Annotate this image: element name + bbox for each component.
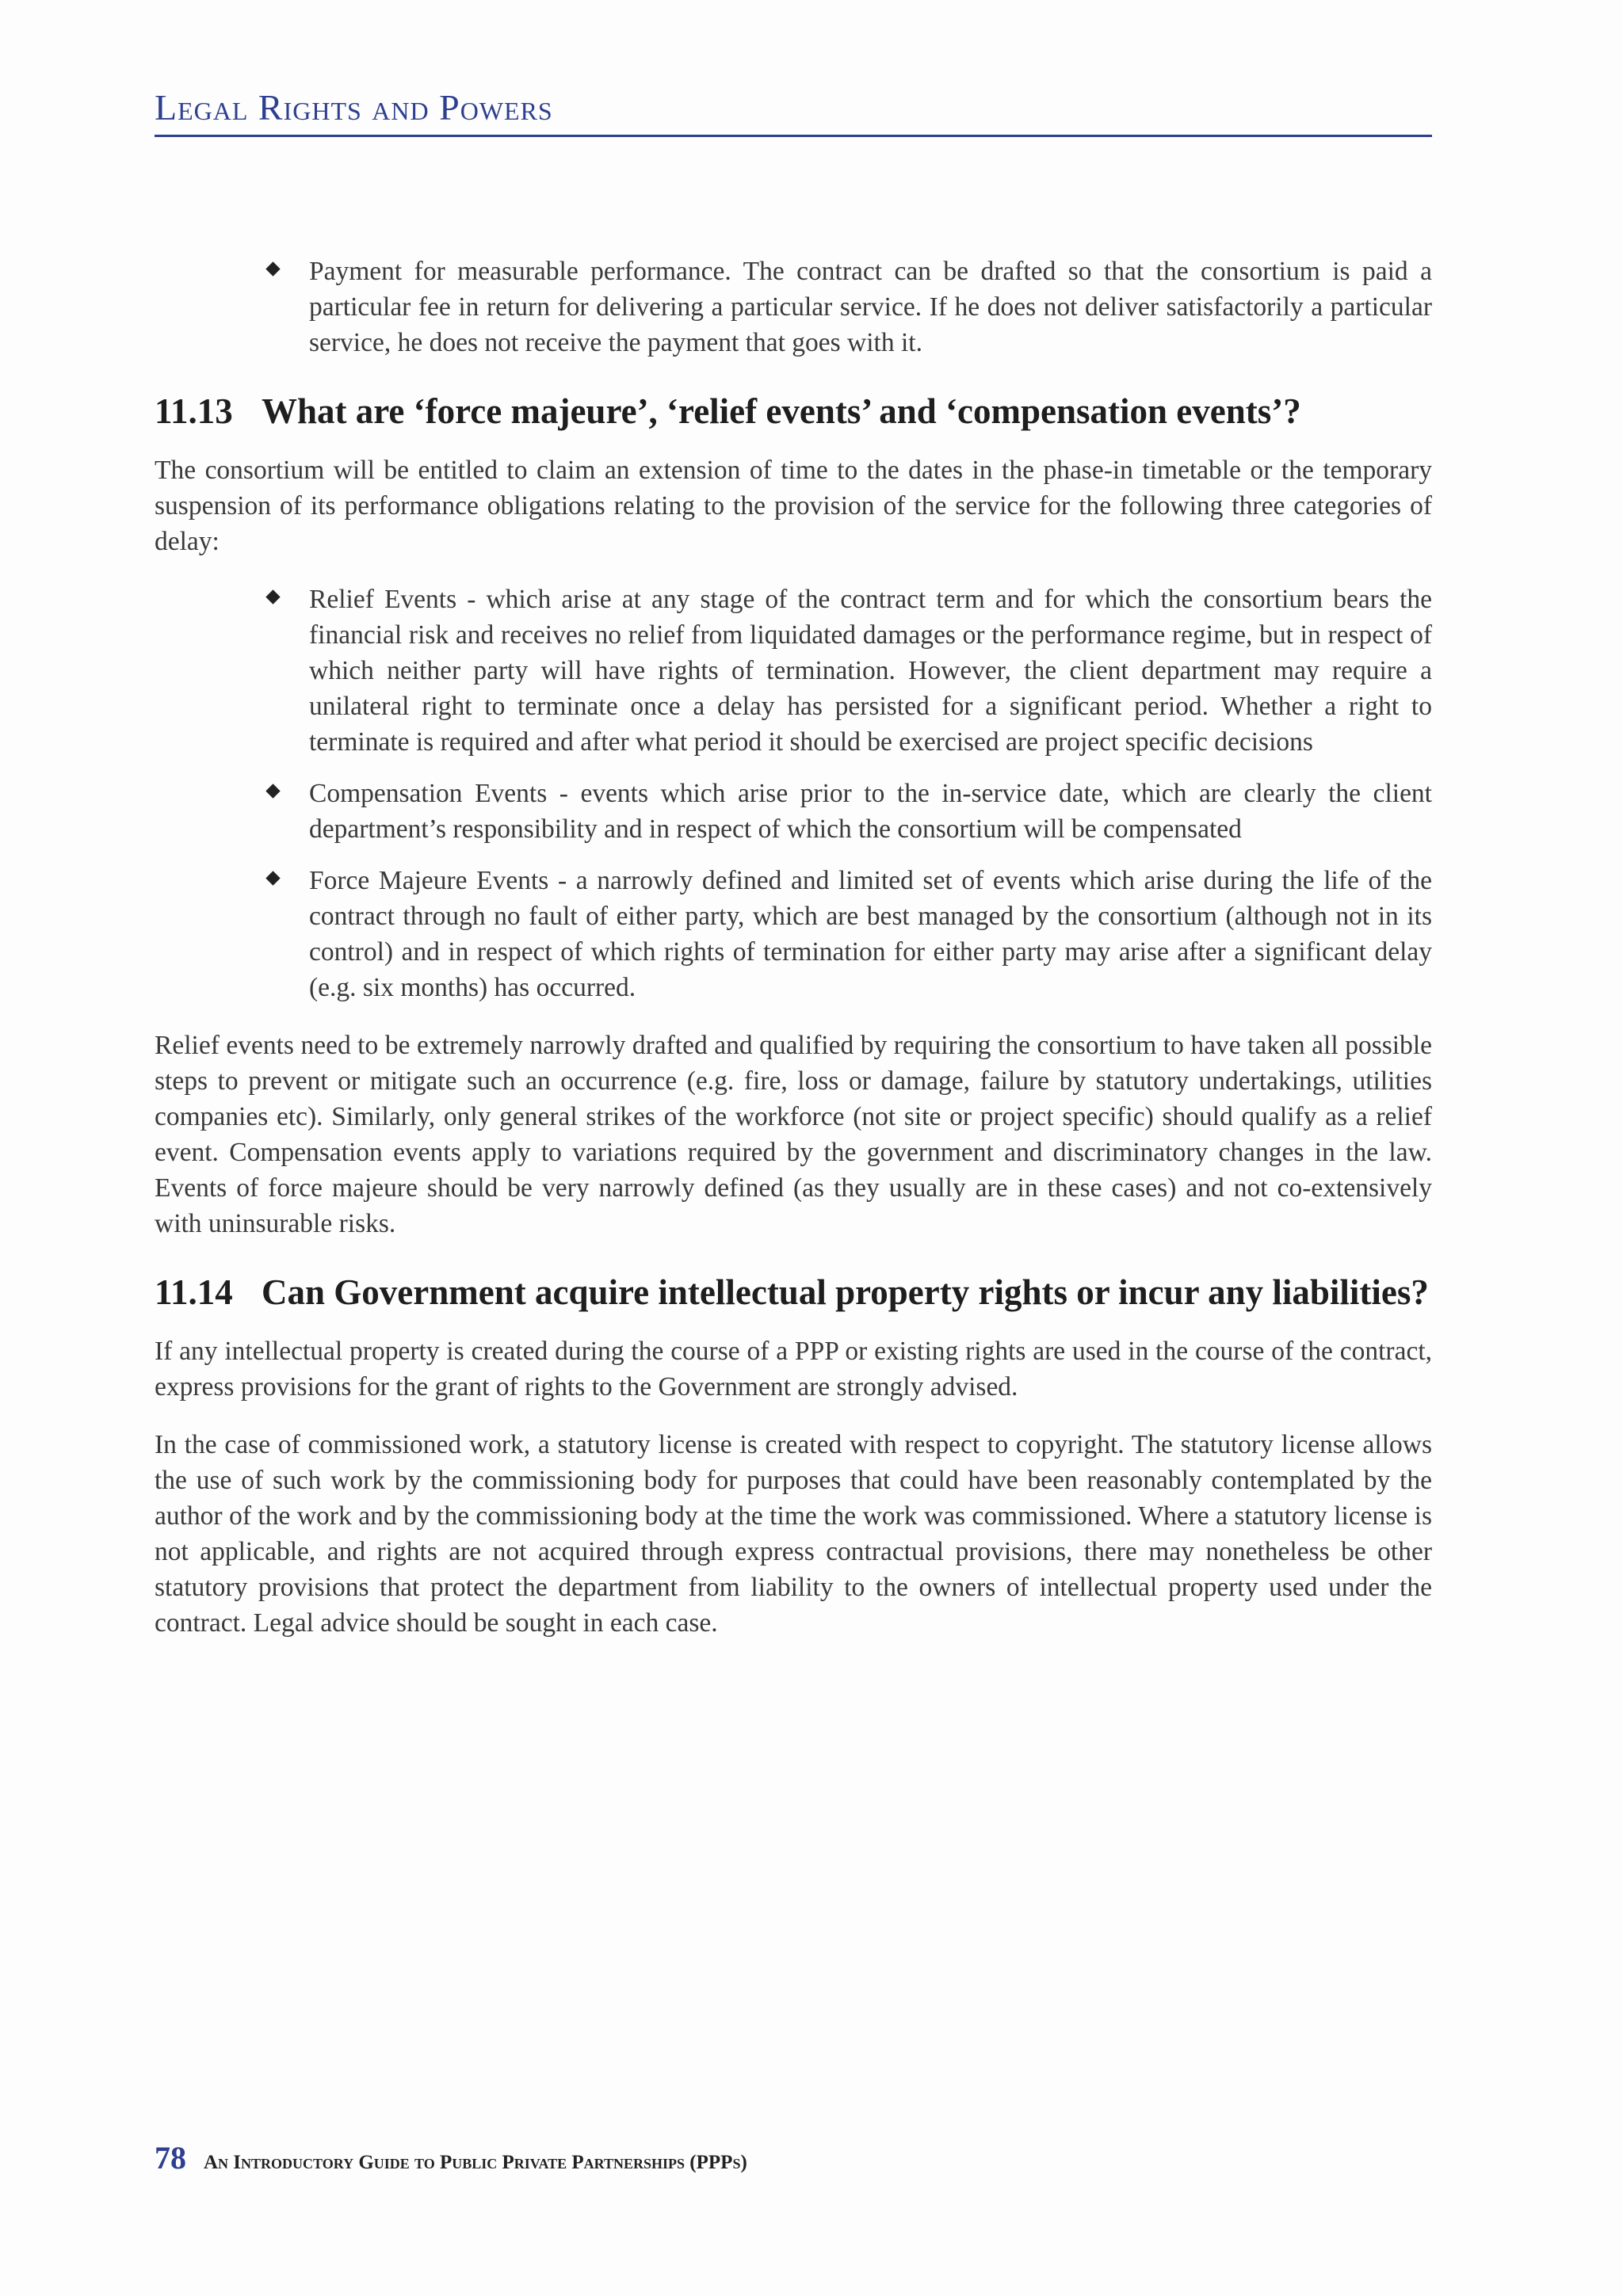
section-11-13-intro: The consortium will be entitled to claim an extension of time to the dates in the phase-in timetable or the temporary suspension of its performance obligations relating to the provision of the service for the following three categories of delay:: [155, 456, 1432, 556]
page-number: 78: [155, 2140, 186, 2176]
list-item-text: Payment for measurable performance. The contract can be drafted so that the consortium is paid a particular fee in return for delivering a particular service. If he does not deliver satisfactorily a particular service, he does not receive the payment that goes with it.: [309, 257, 1432, 357]
list-item: [309, 776, 1432, 847]
diamond-bullet-icon: [265, 261, 280, 276]
section-11-14-paragraph-2: In the case of commissioned work, a statutory license is created with respect to copyright. The statutory license allows the use of such work by the commissioning body for purposes that could have been reasonably contemplated by the author of the work and by the commissioning body at the time the work was commissioned. Where a statutory license is not applicable, and rights are not acquired through express contractual provisions, there may nonetheless be other statutory provisions that protect the department from liability to the owners of intellectual property used under the contract. Legal advice should be sought in each case.: [155, 1430, 1432, 1638]
section-number: 11.14: [155, 1272, 233, 1312]
section-number: 11.13: [155, 391, 233, 431]
delay-categories-list: [155, 582, 1432, 1005]
section-heading-11-14: [155, 1272, 1432, 1313]
intro-bullet-list: [155, 254, 1432, 360]
section-title: What are ‘force majeure’, ‘relief events’ and ‘compensation events’?: [262, 391, 1301, 431]
list-item: [309, 863, 1432, 1005]
list-item: [309, 582, 1432, 760]
running-header-title: Legal Rights and Powers: [155, 87, 553, 128]
page-footer: [155, 2139, 747, 2179]
diamond-bullet-icon: [265, 589, 280, 604]
diamond-bullet-icon: [265, 784, 280, 798]
page-content: [155, 254, 1432, 1663]
list-item-text: Compensation Events - events which arise prior to the in-service date, which are clearly the client department’s responsibility and in respect of which the consortium will be compensated: [309, 779, 1432, 844]
list-item-text: Relief Events - which arise at any stage of the contract term and for which the consortium bears the financial risk and receives no relief from liquidated damages or the performance regime, but in respect of which neither party will have rights of termination. However, the client department may require a unilateral right to terminate once a delay has persisted for a significant period. Whether a right to terminate is required and after what period it should be exercised are project specific decisions: [309, 585, 1432, 757]
list-item-text: Force Majeure Events - a narrowly defined and limited set of events which arise during the life of the contract through no fault of either party, which are best managed by the consortium (although not in its control) and in respect of which rights of termination for either party may arise after a significant delay (e.g. six months) has occurred.: [309, 866, 1432, 1002]
running-header: [155, 79, 1432, 137]
section-heading-11-13: [155, 391, 1432, 432]
section-11-13-closing: Relief events need to be extremely narrowly drafted and qualified by requiring the consortium to have taken all possible steps to prevent or mitigate such an occurrence (e.g. fire, loss or damage, failure by statutory undertakings, utilities companies etc). Similarly, only general strikes of the workforce (not site or project specific) should qualify as a relief event. Compensation events apply to variations required by the government and discriminatory changes in the law. Events of force majeure should be very narrowly defined (as they usually are in these cases) and not co-extensively with uninsurable risks.: [155, 1031, 1432, 1238]
section-11-14-paragraph-1: If any intellectual property is created during the course of a PPP or existing rights are used in the course of the contract, express provisions for the grant of rights to the Government are strongly advised.: [155, 1337, 1432, 1402]
book-title: An Introductory Guide to Public Private Partnerships (PPPs): [204, 2152, 747, 2173]
section-title: Can Government acquire intellectual property rights or incur any liabilities?: [262, 1272, 1429, 1312]
diamond-bullet-icon: [265, 871, 280, 885]
list-item: [309, 254, 1432, 360]
